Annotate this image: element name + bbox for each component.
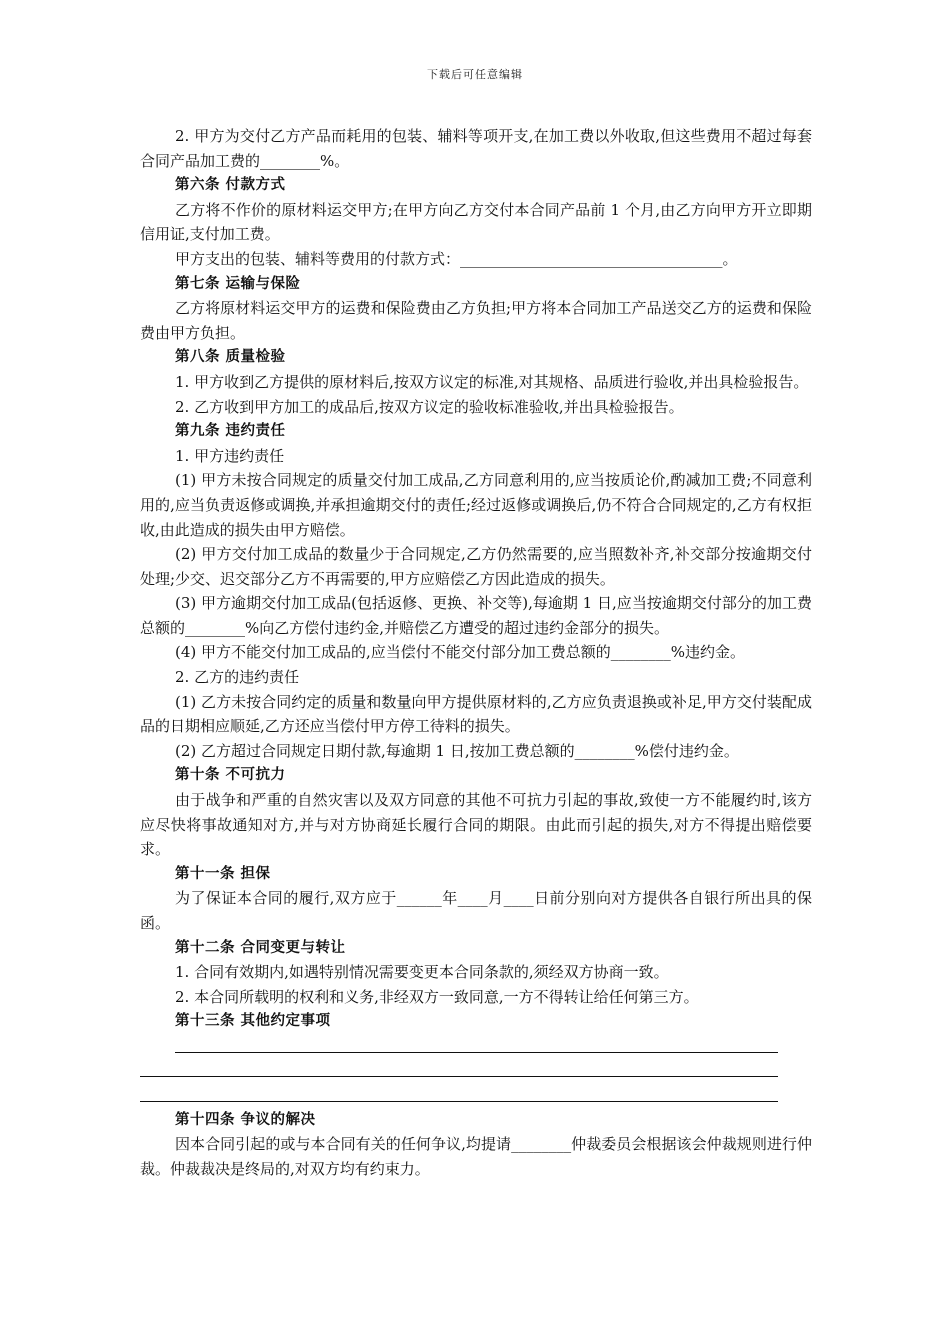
fill-in-blank-line: [140, 1059, 812, 1084]
paragraph: 2. 乙方收到甲方加工的成品后,按双方议定的验收标准验收,并出具检验报告。: [175, 397, 684, 416]
paragraph: (1) 乙方未按合同约定的质量和数量向甲方提供原材料的,乙方应负责退换或补足,甲方交付装配成品的日期相应顺延,乙方还应当偿付甲方停工待料的损失。: [140, 692, 812, 736]
paragraph: 乙方将原材料运交甲方的运费和保险费由乙方负担;甲方将本合同加工产品送交乙方的运费和保险费由甲方负担。: [140, 299, 812, 342]
paragraph: 2. 乙方的违约责任: [175, 668, 300, 687]
paragraph: (2) 甲方交付加工成品的数量少于合同规定,乙方仍然需要的,应当照数补齐,补交部分按逾期交付处理;少交、迟交部分乙方不再需要的,甲方应赔偿乙方因此造成的损失。: [140, 545, 812, 588]
section-heading: 第七条 运输与保险: [175, 275, 301, 292]
paragraph: 为了保证本合同的履行,双方应于______年____月____日前分别向对方提供各自银行所出具的保函。: [140, 889, 812, 932]
blank-underline: [140, 1101, 778, 1102]
paragraph: 1. 合同有效期内,如遇特别情况需要变更本合同条款的,须经双方协商一致。: [175, 963, 669, 982]
paragraph: 1. 甲方违约责任: [175, 446, 285, 465]
section-heading: 第十四条 争议的解决: [175, 1111, 316, 1128]
paragraph: 由于战争和严重的自然灾害以及双方同意的其他不可抗力引起的事故,致使一方不能履约时,该方应尽快将事故通知对方,并与对方协商延长履行合同的期限。由此而引起的损失,对方不得提出赔偿要求。: [140, 791, 812, 859]
paragraph: 甲方支出的包装、辅料等费用的付款方式：___________________________________。: [175, 249, 738, 268]
paragraph: 因本合同引起的或与本合同有关的任何争议,均提请________仲裁委员会根据该会仲裁规则进行仲裁。仲裁裁决是终局的,对双方均有约束力。: [140, 1135, 812, 1178]
paragraph: (1) 甲方未按合同规定的质量交付加工成品,乙方同意利用的,应当按质论价,酌减加工费;不同意利用的,应当负责返修或调换,并承担逾期交付的责任;经过返修或调换后,仍不符合合同规定的,乙方有权拒收,由此造成的损失由甲方赔偿。: [140, 471, 812, 539]
blank-underline: [140, 1076, 778, 1077]
blank-underline: [175, 1052, 778, 1053]
paragraph: 1. 甲方收到乙方提供的原材料后,按双方议定的标准,对其规格、品质进行验收,并出具检验报告。: [175, 372, 809, 391]
contract-body: [140, 124, 812, 1182]
page-header: 下载后可任意编辑: [427, 68, 523, 81]
section-heading: 第九条 违约责任: [175, 423, 286, 440]
section-heading: 第十二条 合同变更与转让: [175, 939, 346, 956]
paragraph: (4) 甲方不能交付加工成品的,应当偿付不能交付部分加工费总额的________%违约金。: [175, 643, 746, 662]
paragraph: 2. 本合同所载明的权利和义务,非经双方一致同意,一方不得转让给任何第三方。: [175, 987, 699, 1006]
paragraph: (3) 甲方逾期交付加工成品(包括返修、更换、补交等),每逾期 1 日,应当按逾期交付部分的加工费总额的________%向乙方偿付违约金,并赔偿乙方遭受的超过违约金部分的损失。: [140, 594, 812, 637]
section-heading: 第八条 质量检验: [175, 349, 286, 366]
paragraph: (2) 乙方超过合同规定日期付款,每逾期 1 日,按加工费总额的________%偿付违约金。: [175, 741, 739, 760]
section-heading: 第十三条 其他约定事项: [175, 1013, 331, 1030]
section-heading: 第十一条 担保: [175, 865, 271, 882]
fill-in-blank-line: [140, 1034, 812, 1059]
section-heading: 第十条 不可抗力: [175, 767, 286, 784]
fill-in-blank-line: [140, 1083, 812, 1108]
section-heading: 第六条 付款方式: [175, 177, 286, 194]
paragraph: 乙方将不作价的原材料运交甲方;在甲方向乙方交付本合同产品前 1 个月,由乙方向甲方开立即期信用证,支付加工费。: [140, 200, 812, 244]
paragraph: 2. 甲方为交付乙方产品而耗用的包装、辅料等项开支,在加工费以外收取,但这些费用不超过每套合同产品加工费的________%。: [140, 127, 812, 170]
